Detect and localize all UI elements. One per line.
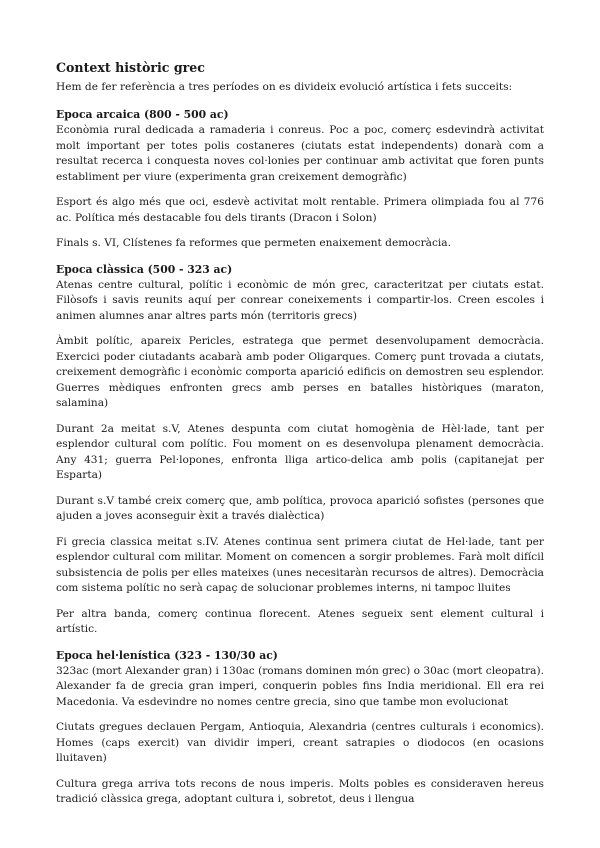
document-title: Context històric grec [56,60,205,75]
paragraph: Cultura grega arriva tots recons de nous imperis. Molts pobles es consideraven hereus tradició clàssica grega, adoptant cultura i, sobretot, deus i llengua [56,777,544,805]
paragraph: Esport és algo més que oci, esdevè activitat molt rentable. Primera olimpiada fou al 776 ac. Política més destacable fou dels tirants (Dracon i Solon) [56,196,544,224]
paragraph: Econòmia rural dedicada a ramaderia i conreus. Poc a poc, comerç esdevindrà activitat molt important per totes polis costaneres (ciutats estat independents) donarà com a resultat recerca i conquesta noves col·lonies per continuar amb activitat que foren punts establiment per viure (experimenta gran creixement demogràfic) [56,124,544,183]
paragraph: Fi grecia classica meitat s.IV. Atenes continua sent primera ciutat de Hel·lade, tant per esplendor cultural com militar. Moment on comencen a sorgir problemes. Farà molt difícil subsistencia de polis per elles mateixes (unes necesitaràn recursos de altres). Democràcia com sistema polític no serà capaç de solucionar problemes interns, ni tampoc lluites [56,535,544,594]
section-heading: Epoca clàssica (500 - 323 ac) [56,262,233,276]
section-archaic [56,107,544,252]
paragraph: Per altra banda, comerç continua florecent. Atenes segueix sent element cultural i artístic. [56,607,544,635]
paragraph: 323ac (mort Alexander gran) i 130ac (romans dominen món grec) o 30ac (mort cleopatra). Alexander fa de grecia gran imperi, conquerin pobles fins India meridional. Ell era rei Macedonia. Va esdevindre no nomes centre grecia, sino que tambe mon evolucionat [56,664,544,708]
paragraph: Atenas centre cultural, polític i econòmic de món grec, caracteritzat per ciutats estat. Filòsofs i savis reunits aquí per conrear coneixements i compartir-los. Creen escoles i animen alumnes anar altres parts món (territoris grecs) [56,278,544,322]
section-heading: Epoca arcaica (800 - 500 ac) [56,108,229,121]
section-hellenistic [56,648,544,808]
intro-text: Hem de fer referència a tres períodes on es divideix evolució artística i fets succeits: [56,81,513,93]
paragraph: Àmbit polític, apareix Pericles, estratega que permet desenvolupament democràcia. Exercici poder ciutadants acabarà amb poder Oligarques. Comerç punt trovada a ciutats, creixement demogràfic i econòmic comporta aparició edificis on demostren seu esplendor. Guerres mèdiques enfronten grecs amb perses en batalles històriques (maraton, salamina) [56,335,544,409]
section-heading: Epoca hel·lenística (323 - 130/30 ac) [56,648,278,662]
paragraph: Ciutats gregues declauen Pergam, Antioquia, Alexandria (centres culturals i economics). Homes (caps exercit) van dividir imperi, creant satrapies o diodocos (en ocasions lluitaven) [56,721,544,764]
paragraph: Durant 2a meitat s.V, Atenes despunta com ciutat homogènia de Hèl·lade, tant per esplendor cultural com polític. Fou moment on es desenvolupa plenament democràcia. Any 431; guerra Pel·lopones, enfronta lliga artico-delica amb polis (capitanejat per Esparta) [56,422,544,481]
section-classical [56,262,544,638]
paragraph: Finals s. VI, Clístenes fa reformes que permeten enaixement democràcia. [56,237,451,249]
paragraph: Durant s.V també creix comerç que, amb política, provoca aparició sofistes (persones que ajuden a joves aconseguir èxit a través dialèctica) [56,494,544,522]
